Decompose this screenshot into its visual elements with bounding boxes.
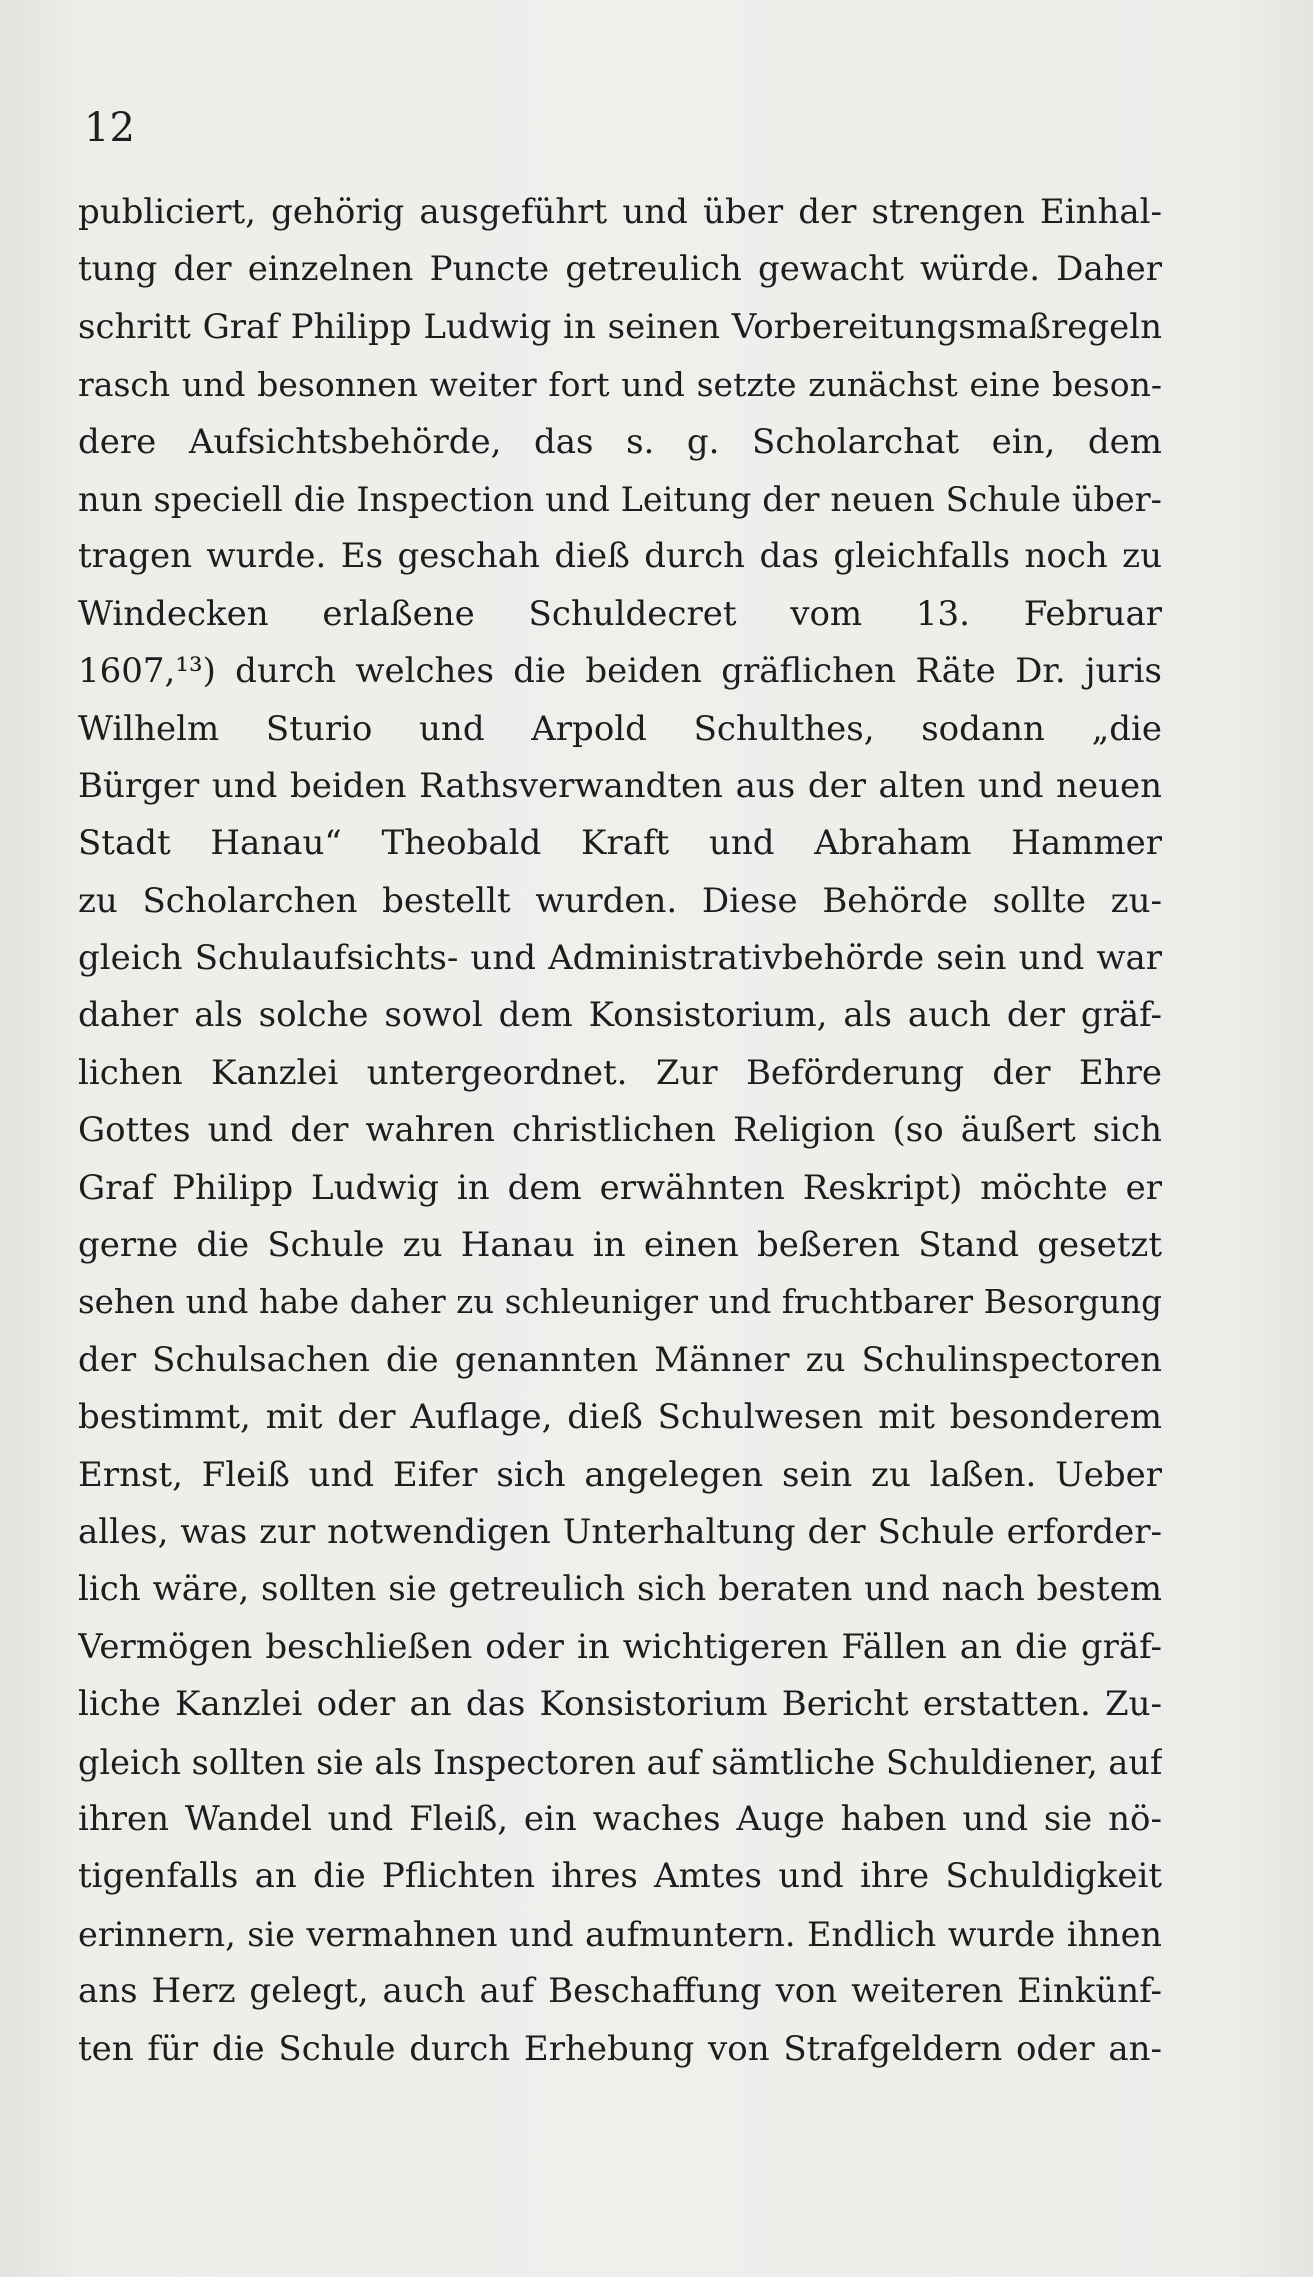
text-line: alles, was zur notwendigen Unterhaltung der Schule erforder-: [78, 1511, 1162, 1552]
text-line: gerne die Schule zu Hanau in einen beßeren Stand gesetzt: [78, 1225, 1162, 1266]
text-line: Wilhelm Sturio und Arpold Schulthes, sodann „die: [78, 708, 1162, 749]
text-line: gleich Schulaufsichts- und Administrativbehörde sein und war: [78, 938, 1162, 979]
text-line: gleich sollten sie als Inspectoren auf sämtliche Schuldiener, auf: [78, 1742, 1162, 1782]
text-line: Ernst, Fleiß und Eifer sich angelegen sein zu laßen. Ueber: [78, 1454, 1162, 1495]
text-line: tigenfalls an die Pflichten ihres Amtes und ihre Schuldigkeit: [78, 1856, 1162, 1897]
text-line: daher als solche sowol dem Konsistorium, als auch der gräf-: [78, 995, 1162, 1036]
text-line: schritt Graf Philipp Ludwig in seinen Vorbereitungsmaßregeln: [78, 306, 1162, 347]
text-line: Stadt Hanau“ Theobald Kraft und Abraham Hammer: [78, 823, 1162, 864]
page-number: 12: [84, 105, 135, 151]
text-line: publiciert, gehörig ausgeführt und über der strengen Einhal-: [78, 192, 1162, 232]
text-line: bestimmt, mit der Auflage, dieß Schulwesen mit besonderem: [78, 1397, 1162, 1438]
text-line: 1607,¹³) durch welches die beiden gräflichen Räte Dr. juris: [78, 651, 1162, 692]
body-text: [78, 184, 1162, 2078]
text-line: sehen und habe daher zu schleuniger und fruchtbarer Besorgung: [78, 1283, 1162, 1322]
text-line: zu Scholarchen bestellt wurden. Diese Behörde sollte zu-: [78, 880, 1162, 921]
text-line: der Schulsachen die genannten Männer zu Schulinspectoren: [78, 1339, 1162, 1380]
text-line: ihren Wandel und Fleiß, ein waches Auge haben und sie nö-: [78, 1798, 1162, 1839]
text-line: ans Herz gelegt, auch auf Beschaffung von weiteren Einkünf-: [78, 1971, 1162, 2012]
text-line: Graf Philipp Ludwig in dem erwähnten Reskript) möchte er: [78, 1167, 1162, 1208]
text-line: lichen Kanzlei untergeordnet. Zur Beförderung der Ehre: [78, 1052, 1162, 1093]
text-line: tung der einzelnen Puncte getreulich gewacht würde. Daher: [78, 249, 1162, 290]
text-line: Windecken erlaßene Schuldecret vom 13. Februar: [78, 593, 1162, 634]
text-line: ten für die Schule durch Erhebung von Strafgeldern oder an-: [78, 2028, 1162, 2069]
text-line: rasch und besonnen weiter fort und setzte zunächst eine beson-: [78, 365, 1162, 405]
text-line: Vermögen beschließen oder in wichtigeren Fällen an die gräf-: [78, 1626, 1162, 1667]
text-line: nun speciell die Inspection und Leitung der neuen Schule über-: [78, 479, 1162, 519]
text-line: liche Kanzlei oder an das Konsistorium Bericht erstatten. Zu-: [78, 1684, 1162, 1725]
text-line: lich wäre, sollten sie getreulich sich beraten und nach bestem: [78, 1569, 1162, 1610]
text-line: Gottes und der wahren christlichen Religion (so äußert sich: [78, 1110, 1162, 1151]
text-line: Bürger und beiden Rathsverwandten aus der alten und neuen: [78, 765, 1162, 806]
text-line: dere Aufsichtsbehörde, das s. g. Scholarchat ein, dem: [78, 421, 1162, 462]
text-line: erinnern, sie vermahnen und aufmuntern. Endlich wurde ihnen: [78, 1914, 1162, 1954]
text-line: tragen wurde. Es geschah dieß durch das gleichfalls noch zu: [78, 536, 1162, 577]
